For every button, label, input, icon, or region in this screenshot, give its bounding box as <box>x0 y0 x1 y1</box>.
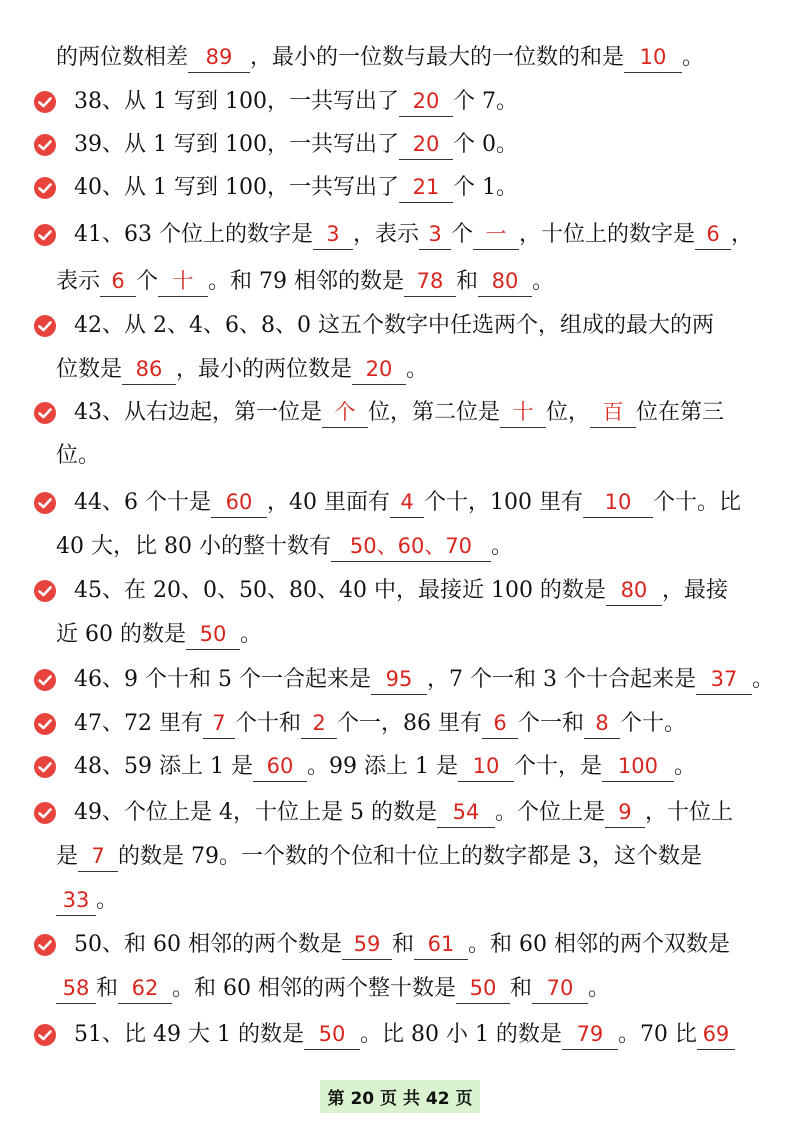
text-line <box>0 436 800 476</box>
answer-blank: 86 <box>122 354 176 385</box>
question-text: 。 <box>490 534 513 559</box>
text-line <box>0 306 800 346</box>
question-text: 。 <box>673 754 696 779</box>
text-line <box>0 215 800 255</box>
answer-blank: 70 <box>532 973 588 1004</box>
answer-blank: 20 <box>399 86 453 117</box>
question-text: ，最接 <box>661 578 728 603</box>
text-line <box>0 125 800 165</box>
answer-blank: 10 <box>458 751 514 782</box>
checkmark-icon <box>34 315 56 337</box>
answer-blank: 80 <box>478 266 532 297</box>
question-text: 个一，86 里有 <box>337 711 482 736</box>
answer-blank: 50、60、70 <box>331 531 491 562</box>
question-text: 位，第二位是 <box>368 400 501 425</box>
answer-blank: 10 <box>583 487 653 518</box>
answer-blank: 一 <box>473 219 519 250</box>
question-text: 。比 80 小 1 的数是 <box>359 1022 562 1047</box>
question-text: 近 60 的数是 <box>56 622 186 647</box>
checkmark-icon <box>34 1024 56 1046</box>
question-text: ，最小的一位数与最大的一位数的和是 <box>250 45 625 70</box>
answer-blank: 59 <box>342 929 392 960</box>
checkmark-icon <box>34 713 56 735</box>
answer-blank: 百 <box>590 397 636 428</box>
answer-blank: 3 <box>313 219 353 250</box>
checkmark-icon <box>34 402 56 424</box>
question-text: 。 <box>588 976 611 1001</box>
question-text: 个 7。 <box>452 89 518 114</box>
answer-blank: 8 <box>584 708 620 739</box>
answer-blank: 95 <box>371 664 427 695</box>
text-line <box>0 660 800 700</box>
question-text: 51、比 49 大 1 的数是 <box>74 1022 304 1047</box>
question-text: ，表示 <box>352 222 419 247</box>
question-text: 。个位上是 <box>494 800 605 825</box>
answer-blank: 60 <box>211 487 267 518</box>
question-text: ，最小的两位数是 <box>176 357 353 382</box>
answer-blank: 3 <box>419 219 451 250</box>
question-text: 50、和 60 相邻的两个数是 <box>74 932 342 957</box>
text-line <box>0 262 800 302</box>
question-text: 的数是 79。一个数的个位和十位上的数字都是 3，这个数是 <box>118 844 702 869</box>
checkmark-icon <box>34 580 56 602</box>
answer-blank: 50 <box>186 619 240 650</box>
answer-blank: 61 <box>414 929 468 960</box>
question-text: ，十位上 <box>644 800 733 825</box>
question-text: 的两位数相差 <box>56 45 189 70</box>
checkmark-icon <box>34 756 56 778</box>
question-text: 。 <box>682 45 705 70</box>
question-text: 38、从 1 写到 100，一共写出了 <box>74 89 399 114</box>
question-text: 。 <box>239 622 262 647</box>
checkmark-icon <box>34 177 56 199</box>
answer-blank: 54 <box>437 797 495 828</box>
question-text: 位， <box>546 400 591 425</box>
answer-blank: 21 <box>399 172 453 203</box>
question-text: 个 1。 <box>452 175 518 200</box>
answer-blank: 9 <box>605 797 645 828</box>
checkmark-icon <box>34 934 56 956</box>
answer-blank: 十 <box>158 266 208 297</box>
answer-blank: 33 <box>56 885 96 916</box>
question-text: 。 <box>96 888 119 913</box>
question-text: 。70 比 <box>617 1022 697 1047</box>
text-line <box>0 393 800 433</box>
answer-blank: 20 <box>399 129 453 160</box>
question-text: 42、从 2、4、6、8、0 这五个数字中任选两个，组成的最大的两 <box>74 313 714 338</box>
question-text: 个十和 <box>234 711 301 736</box>
question-text: 和 <box>96 976 119 1001</box>
question-text: 。和 60 相邻的两个整十数是 <box>172 976 456 1001</box>
answer-blank: 6 <box>695 219 731 250</box>
answer-blank: 69 <box>697 1019 735 1050</box>
text-line <box>0 881 800 921</box>
question-text: 位数是 <box>56 357 123 382</box>
question-text: ，40 里面有 <box>267 490 390 515</box>
answer-blank: 4 <box>390 487 424 518</box>
text-line <box>0 925 800 965</box>
page-footer <box>0 1080 800 1113</box>
question-text: 和 <box>510 976 533 1001</box>
answer-blank: 100 <box>602 751 674 782</box>
answer-blank: 10 <box>624 42 682 73</box>
question-text: 位。 <box>56 443 101 468</box>
question-text: 。99 添上 1 是 <box>306 754 458 779</box>
text-line <box>0 38 800 78</box>
question-text: 个 <box>451 222 474 247</box>
answer-blank: 6 <box>482 708 518 739</box>
answer-blank: 50 <box>456 973 510 1004</box>
question-text: 是 <box>56 844 79 869</box>
question-text: 43、从右边起，第一位是 <box>74 400 322 425</box>
answer-blank: 20 <box>352 354 406 385</box>
question-text: 。和 60 相邻的两个双数是 <box>468 932 730 957</box>
question-text: 个一和 <box>518 711 585 736</box>
answer-blank: 7 <box>78 841 118 872</box>
question-text: 47、72 里有 <box>74 711 203 736</box>
checkmark-icon <box>34 802 56 824</box>
question-text: 个 <box>136 269 159 294</box>
answer-blank: 62 <box>118 973 172 1004</box>
text-line <box>0 793 800 833</box>
answer-blank: 6 <box>100 266 136 297</box>
answer-blank: 60 <box>253 751 307 782</box>
answer-blank: 50 <box>304 1019 360 1050</box>
text-line <box>0 747 800 787</box>
question-text: 个 0。 <box>452 132 518 157</box>
answer-blank: 80 <box>606 575 662 606</box>
checkmark-icon <box>34 91 56 113</box>
question-text: 个十，是 <box>513 754 602 779</box>
question-text: 40、从 1 写到 100，一共写出了 <box>74 175 399 200</box>
text-line <box>0 527 800 567</box>
answer-blank: 个 <box>322 397 368 428</box>
text-line <box>0 571 800 611</box>
text-line <box>0 615 800 655</box>
text-line <box>0 82 800 122</box>
question-text: 个十。 <box>620 711 687 736</box>
text-line <box>0 704 800 744</box>
text-line <box>0 168 800 208</box>
text-line <box>0 483 800 523</box>
question-text: 45、在 20、0、50、80、40 中，最接近 100 的数是 <box>74 578 606 603</box>
checkmark-icon <box>34 669 56 691</box>
question-text: 46、9 个十和 5 个一合起来是 <box>74 667 371 692</box>
checkmark-icon <box>34 134 56 156</box>
question-text: 44、6 个十是 <box>74 490 211 515</box>
question-text: 个十，100 里有 <box>424 490 583 515</box>
question-text: 。 <box>406 357 429 382</box>
question-text: 位在第三 <box>636 400 725 425</box>
question-text: ，十位上的数字是 <box>519 222 696 247</box>
text-line <box>0 969 800 1009</box>
answer-blank: 58 <box>56 973 96 1004</box>
question-text: 40 大，比 80 小的整十数有 <box>56 534 331 559</box>
question-text: 。 <box>751 667 774 692</box>
answer-blank: 79 <box>562 1019 618 1050</box>
question-text: 49、个位上是 4，十位上是 5 的数是 <box>74 800 437 825</box>
answer-blank: 十 <box>500 397 546 428</box>
question-text: 和 <box>456 269 479 294</box>
question-text: 41、63 个位上的数字是 <box>74 222 313 247</box>
question-text: ，7 个一和 3 个十合起来是 <box>426 667 696 692</box>
question-text: 39、从 1 写到 100，一共写出了 <box>74 132 399 157</box>
question-text: ， <box>731 222 754 247</box>
answer-blank: 78 <box>404 266 456 297</box>
answer-blank: 7 <box>203 708 235 739</box>
checkmark-icon <box>34 224 56 246</box>
question-text: 。 <box>532 269 555 294</box>
page-number: 第 20 页 共 42 页 <box>320 1080 481 1113</box>
answer-blank: 37 <box>696 664 752 695</box>
answer-blank: 89 <box>188 42 250 73</box>
question-text: 。和 79 相邻的数是 <box>208 269 405 294</box>
text-line <box>0 837 800 877</box>
answer-blank: 2 <box>301 708 337 739</box>
question-text: 表示 <box>56 269 101 294</box>
question-text: 48、59 添上 1 是 <box>74 754 253 779</box>
text-line <box>0 350 800 390</box>
question-text: 和 <box>391 932 414 957</box>
question-text: 个十。比 <box>653 490 742 515</box>
checkmark-icon <box>34 492 56 514</box>
text-line <box>0 1015 800 1055</box>
